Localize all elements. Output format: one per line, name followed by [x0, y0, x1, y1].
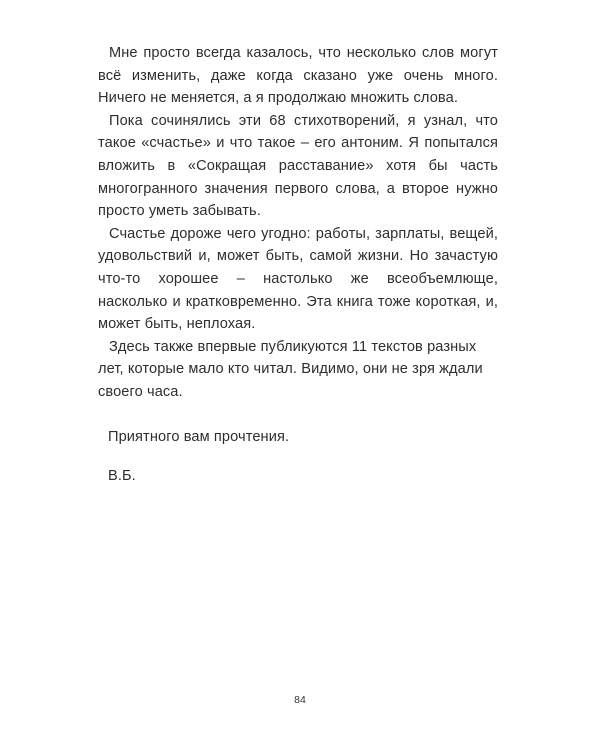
text-block — [98, 42, 498, 488]
signature: В.Б. — [108, 468, 136, 485]
greeting: Приятного вам прочтения. — [108, 428, 290, 445]
paragraph-3: Счастье дороже чего угодно: работы, зарплаты, вещей, удовольствий и, может быть, самой жизни. Но зачастую что-то хорошее – настолько же всеобъемлюще, насколько и кратковременно. Эта книга тоже короткая, и, может быть, неплохая. — [98, 225, 498, 333]
page-number: 84 — [294, 694, 306, 706]
paragraph-1: Мне просто всегда казалось, что несколько слов могут всё изменить, даже когда сказано уже очень много. Ничего не меняется, а я продолжаю множить слова. — [98, 45, 498, 107]
paragraph-2: Пока сочинялись эти 68 стихотворений, я узнал, что такое «счастье» и что такое – его антоним. Я попытался вложить в «Сокращая расставание» хотя бы часть многогранного значения первого слова, а второе нужно просто уметь забывать. — [98, 112, 498, 220]
paragraph-4: Здесь также впервые публикуются 11 текстов разных лет, которые мало кто читал. Видимо, они не зря ждали своего часа. — [98, 338, 483, 400]
